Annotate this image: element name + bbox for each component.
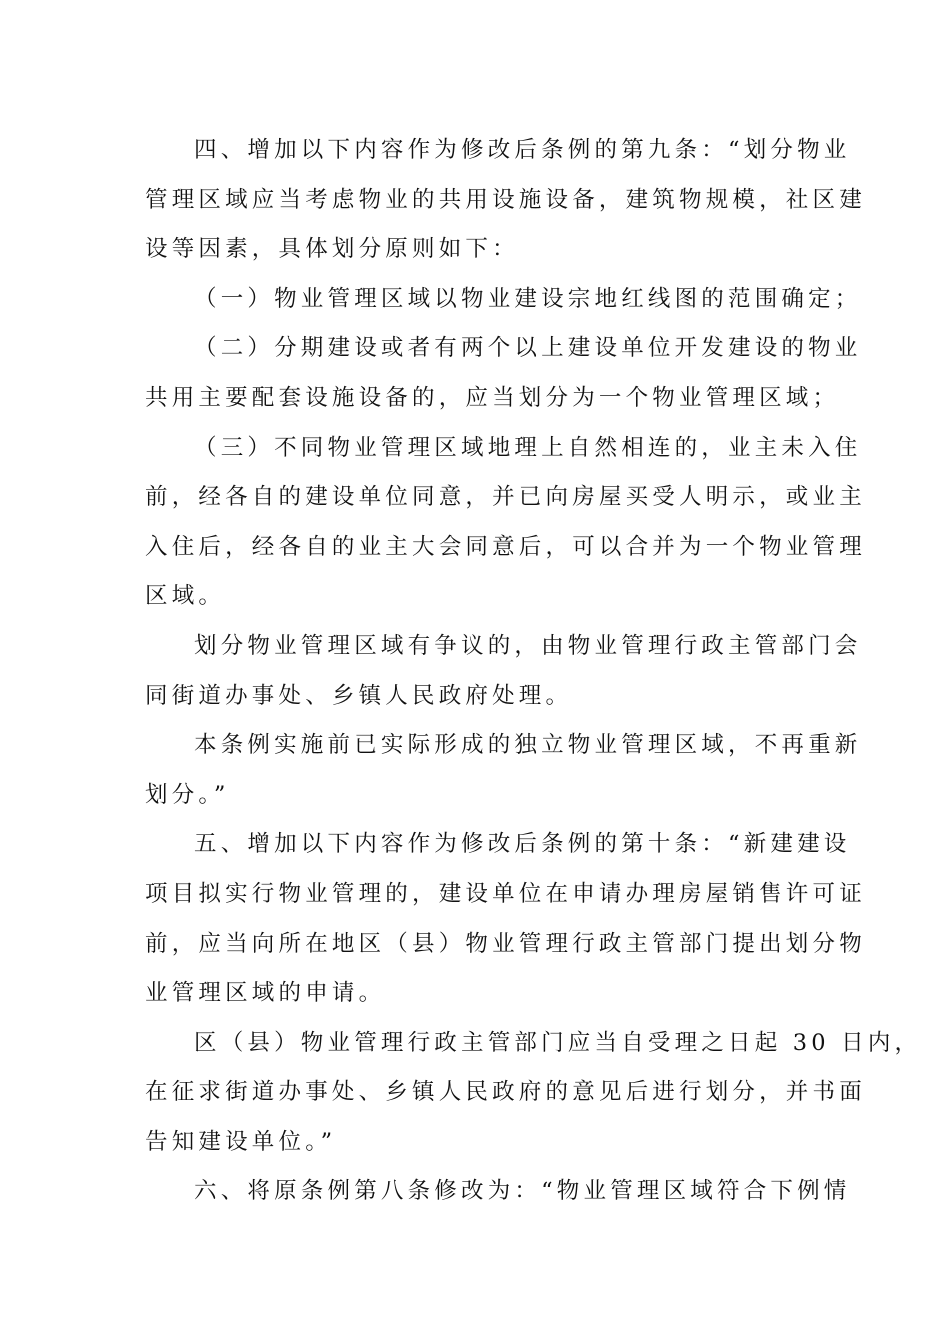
text-line: 区（县）物业管理行政主管部门应当自受理之日起 30 日内， xyxy=(194,1029,922,1056)
text-line: 四、增加以下内容作为修改后条例的第九条：“划分物业 xyxy=(194,137,851,163)
text-line: 区域。 xyxy=(145,583,226,610)
text-line: 管理区域应当考虑物业的共用设施设备，建筑物规模，社区建 xyxy=(145,186,866,213)
text-line: 六、将原条例第八条修改为：“物业管理区域符合下例情 xyxy=(194,1178,851,1205)
text-line: （一）物业管理区域以物业建设宗地红线图的范围确定； xyxy=(194,285,862,312)
text-line: （二）分期建设或者有两个以上建设单位开发建设的物业 xyxy=(194,335,862,362)
text-line: 在征求街道办事处、乡镇人民政府的意见后进行划分，并书面 xyxy=(145,1079,866,1106)
text-line: 项目拟实行物业管理的，建设单位在申请办理房屋销售许可证 xyxy=(145,880,866,907)
text-line: 五、增加以下内容作为修改后条例的第十条：“新建建设 xyxy=(194,831,851,858)
text-line: 前，应当向所在地区（县）物业管理行政主管部门提出划分物 xyxy=(145,930,866,957)
text-line: （三）不同物业管理区域地理上自然相连的，业主未入住 xyxy=(194,434,862,461)
text-line: 入住后，经各自的业主大会同意后，可以合并为一个物业管理 xyxy=(145,533,866,560)
body-text xyxy=(145,126,922,1217)
text-line: 告知建设单位。” xyxy=(145,1128,337,1155)
text-line: 前，经各自的建设单位同意，并已向房屋买受人明示，或业主 xyxy=(145,484,866,511)
text-line: 业管理区域的申请。 xyxy=(145,980,386,1007)
text-line: 设等因素，具体划分原则如下： xyxy=(145,236,519,263)
text-line: 划分。” xyxy=(145,781,230,808)
text-line: 共用主要配套设施设备的，应当划分为一个物业管理区域； xyxy=(145,384,840,411)
text-line: 同街道办事处、乡镇人民政府处理。 xyxy=(145,682,573,709)
text-line: 划分物业管理区域有争议的，由物业管理行政主管部门会 xyxy=(194,632,862,659)
text-line: 本条例实施前已实际形成的独立物业管理区域，不再重新 xyxy=(194,732,862,759)
